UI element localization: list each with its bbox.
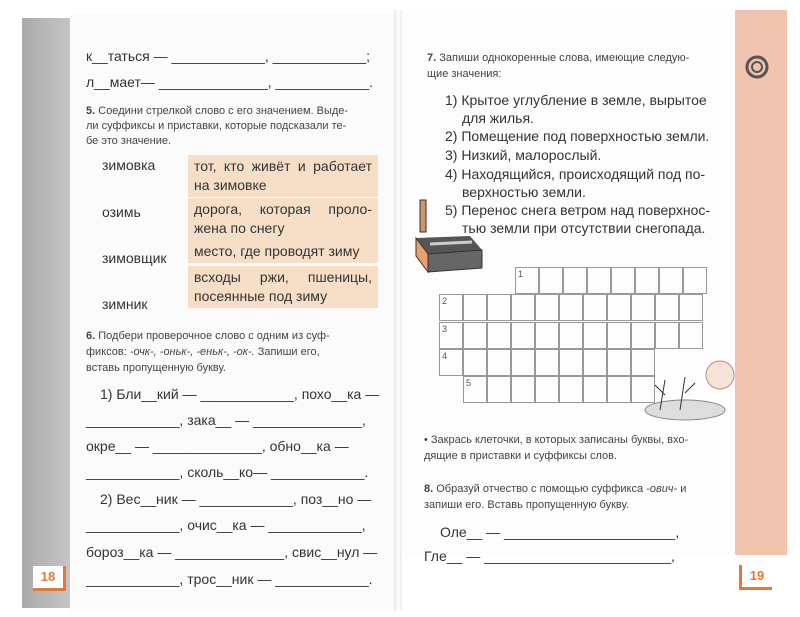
crossword-cell[interactable] xyxy=(655,322,679,349)
crossword-cell[interactable] xyxy=(559,294,583,321)
task-text: фиксов: xyxy=(86,346,130,358)
crossword-cell[interactable] xyxy=(607,294,631,321)
crossword-cell[interactable] xyxy=(583,376,607,403)
suffix: -ович- xyxy=(646,483,678,495)
exercise-line: Оле__ — ______________________, xyxy=(440,524,680,540)
crossword-cell[interactable] xyxy=(607,376,631,403)
exercise-line: окре__ — ______________, обно__ка — xyxy=(86,438,349,454)
crossword-cell[interactable] xyxy=(655,294,679,321)
item-number: 3) xyxy=(445,147,458,163)
exercise-line: ____________, сколь__ко— ____________. xyxy=(86,464,369,480)
word-item: зимник xyxy=(102,296,148,312)
item-text: Помещение под поверхностью земли. xyxy=(461,128,710,144)
word-item: озимь xyxy=(102,204,141,220)
crossword-cell[interactable] xyxy=(635,267,659,294)
item-number: 5) xyxy=(445,202,458,218)
task-text: и xyxy=(677,483,687,495)
word-item: зимовщик xyxy=(102,250,167,266)
instruction-text: дящие в приставки и суффиксы слов. xyxy=(424,450,618,462)
exercise-line: 2) Вес__ник — ____________, поз__но — xyxy=(100,491,372,507)
item-text: Находящийся, происходящий под по- xyxy=(461,166,706,182)
crossword-cell[interactable]: 4 xyxy=(439,349,463,376)
crossword-cell[interactable] xyxy=(583,349,607,376)
word-item: зимовка xyxy=(102,157,156,173)
item-text: Крытое углубление в земле, вырытое xyxy=(461,92,707,108)
task-text: ли суффиксы и приставки, которые подсказали те- xyxy=(86,120,347,132)
crossword-cell[interactable] xyxy=(535,294,559,321)
crossword-cell[interactable] xyxy=(511,294,535,321)
crossword-cell[interactable] xyxy=(487,376,511,403)
exercise-line: к__таться — ____________, ____________; xyxy=(86,48,371,64)
suffix-list: -очк-, -оньк-, -еньк-, -ок-. xyxy=(129,346,255,358)
book-spine xyxy=(394,10,402,610)
crossword-cell[interactable] xyxy=(535,322,559,349)
exercise-line: бороз__ка — ______________, свис__нул — xyxy=(86,544,378,560)
crossword-cell[interactable] xyxy=(631,322,655,349)
crossword-cell[interactable]: 5 xyxy=(463,376,487,403)
snow-plough-illustration xyxy=(410,198,490,278)
crossword-cell[interactable] xyxy=(631,294,655,321)
exercise-line: л__мает— ______________, ____________. xyxy=(86,74,373,90)
task-text: Запиши его, xyxy=(254,346,320,358)
crossword-cell[interactable] xyxy=(583,322,607,349)
crossword-cell[interactable] xyxy=(563,267,587,294)
task-text: Образуй отчество с помощью суффикса xyxy=(436,483,647,495)
task-number: 8. xyxy=(424,483,434,495)
exercise-line: ____________, очис__ка — ____________, xyxy=(86,517,366,533)
crossword-cell[interactable]: 2 xyxy=(439,294,463,321)
spiral-icon xyxy=(745,55,769,79)
crossword-cell[interactable] xyxy=(607,322,631,349)
crossword-cell[interactable] xyxy=(679,322,703,349)
crossword-cell[interactable] xyxy=(487,349,511,376)
exercise-line: ____________, зака__ — ______________, xyxy=(86,412,366,428)
crossword-cell[interactable] xyxy=(583,294,607,321)
wind-snow-illustration xyxy=(640,355,740,430)
right-margin-strip xyxy=(735,10,787,555)
crossword-cell[interactable] xyxy=(511,349,535,376)
item-text: тью земли при отсутствии снегопада. xyxy=(462,220,706,236)
crossword-cell[interactable] xyxy=(587,267,611,294)
crossword-cell[interactable] xyxy=(559,349,583,376)
crossword-cell[interactable] xyxy=(559,322,583,349)
crossword-cell[interactable] xyxy=(535,349,559,376)
crossword-cell[interactable] xyxy=(463,294,487,321)
crossword-cell[interactable] xyxy=(611,267,635,294)
item-text: Перенос снега ветром над поверхнос- xyxy=(461,202,711,218)
task-number: 5. xyxy=(86,105,96,117)
crossword-cell[interactable] xyxy=(535,376,559,403)
item-number: 2) xyxy=(445,128,458,144)
crossword-cell[interactable]: 3 xyxy=(439,322,463,349)
crossword-cell[interactable] xyxy=(539,267,563,294)
task-text: бе это значение. xyxy=(86,135,172,147)
crossword-cell[interactable] xyxy=(559,376,583,403)
crossword-cell[interactable] xyxy=(659,267,683,294)
task-text: Запиши однокоренные слова, имеющие следую- xyxy=(439,52,690,64)
crossword-cell[interactable] xyxy=(487,294,511,321)
crossword-cell[interactable] xyxy=(463,322,487,349)
task-text: Подбери проверочное слово с одним из суф- xyxy=(98,330,330,342)
task-text: щие значения: xyxy=(427,68,502,80)
item-text: Низкий, малорослый. xyxy=(461,147,602,163)
task-text: Соедини стрелкой слово с его значением. Выде- xyxy=(98,105,349,117)
crossword-cell[interactable] xyxy=(487,322,511,349)
task-text: запиши его. Вставь пропущенную букву. xyxy=(424,499,629,511)
meaning-box: дорога, которая проложена по снегу xyxy=(188,198,378,240)
crossword-cell[interactable] xyxy=(511,376,535,403)
exercise-line: ____________, трос__ник — ____________. xyxy=(86,571,373,587)
page-number: 18 xyxy=(33,566,66,591)
crossword-cell[interactable] xyxy=(463,349,487,376)
crossword-cell[interactable] xyxy=(607,349,631,376)
exercise-line: 1) Бли__кий — ____________, похо__ка — xyxy=(100,386,380,402)
meaning-box: место, где проводят зиму xyxy=(188,240,378,263)
crossword-cell[interactable] xyxy=(679,294,703,321)
task-text: вставь пропущенную букву. xyxy=(86,362,226,374)
left-margin-strip xyxy=(22,18,70,608)
item-number: 1) xyxy=(445,92,458,108)
crossword-cell[interactable]: 1 xyxy=(515,267,539,294)
meaning-box: тот, кто живёт и работает на зимовке xyxy=(188,155,378,197)
task-number: 6. xyxy=(86,330,96,342)
instruction-text: • Закрась клеточки, в которых записаны буквы, вхо- xyxy=(424,434,689,446)
item-text: для жилья. xyxy=(462,110,534,126)
crossword-cell[interactable] xyxy=(683,267,707,294)
crossword-cell[interactable] xyxy=(511,322,535,349)
task-number: 7. xyxy=(427,52,437,64)
meaning-box: всходы ржи, пшеницы, посеянные под зиму xyxy=(188,266,378,308)
item-text: верхностью земли. xyxy=(462,184,586,200)
item-number: 4) xyxy=(445,166,458,182)
exercise-line: Гле__ — ________________________, xyxy=(424,548,675,564)
page-number: 19 xyxy=(739,565,772,590)
